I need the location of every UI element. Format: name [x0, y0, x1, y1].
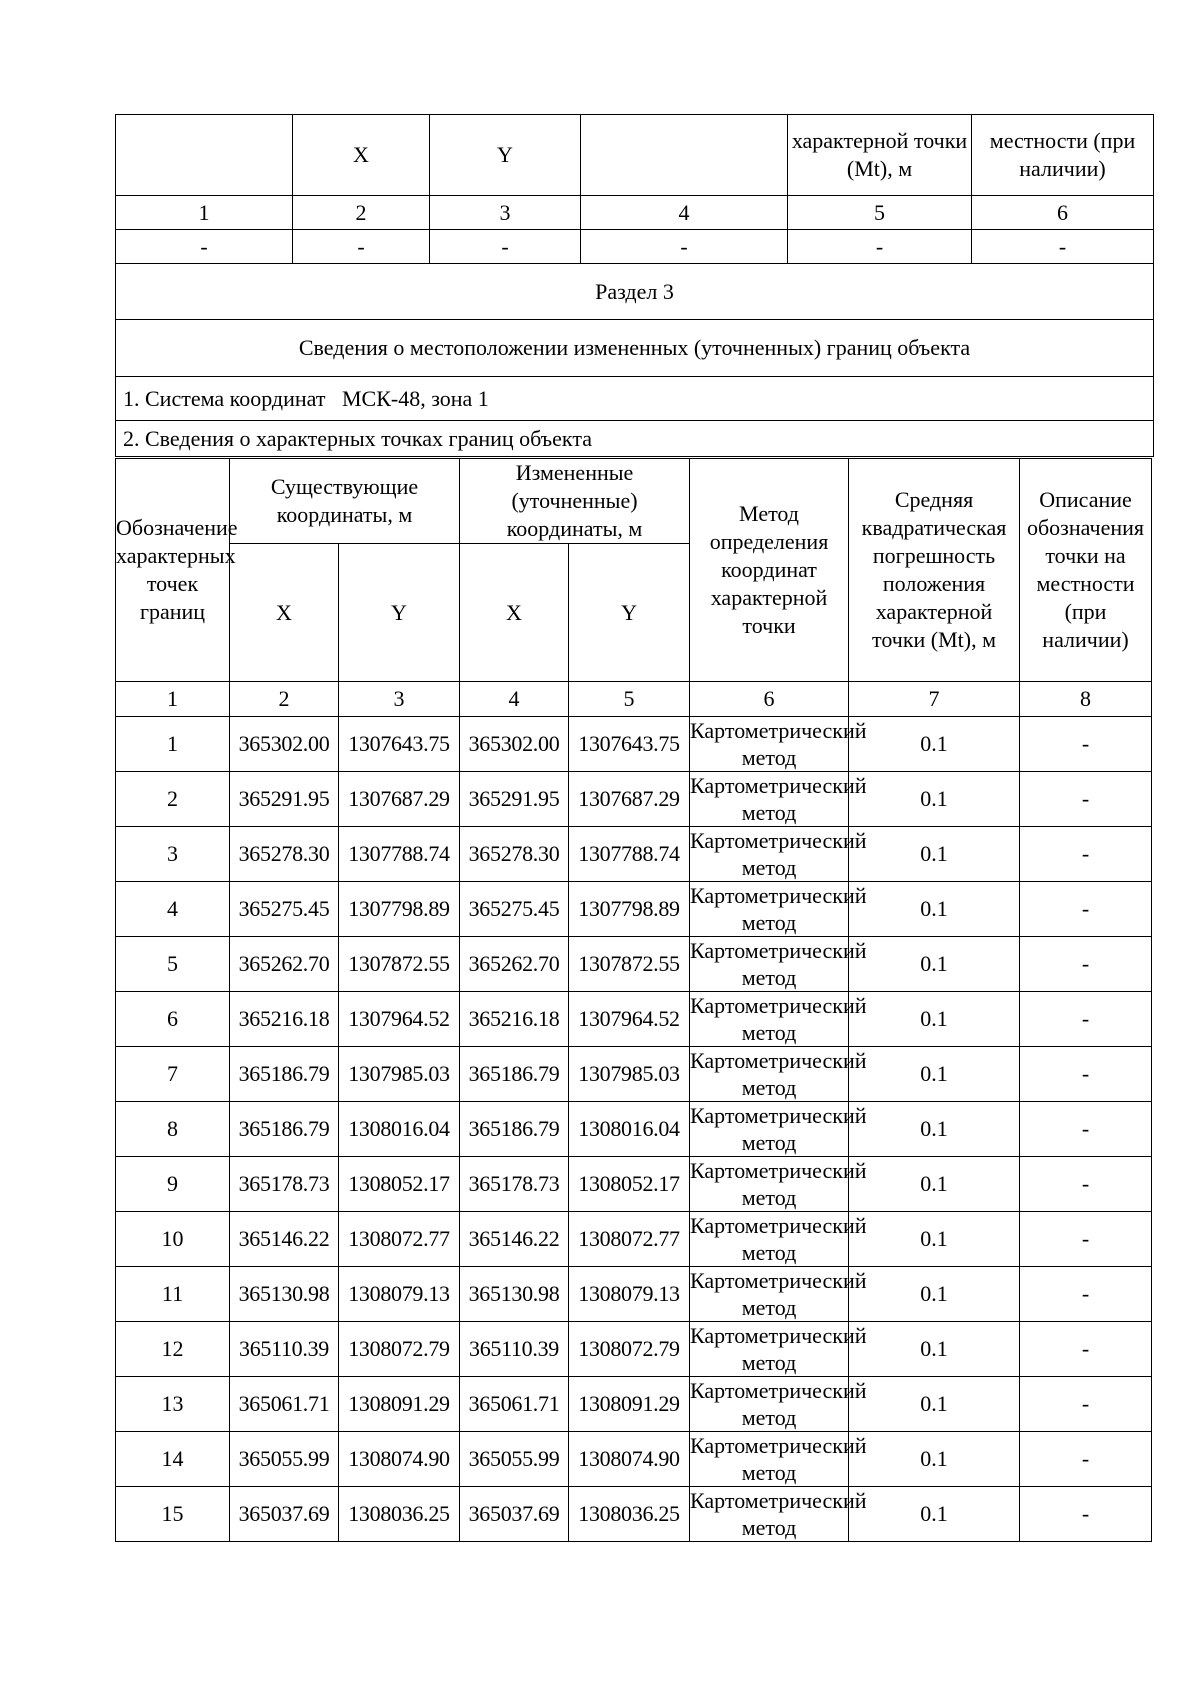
method-cell: Картометрический метод — [690, 883, 867, 935]
table-row — [116, 1487, 1152, 1542]
point-number-cell: 9 — [116, 1157, 230, 1212]
existing-y-cell: 1308072.77 — [339, 1212, 460, 1267]
changed-x-cell: 365061.71 — [460, 1377, 569, 1432]
description-cell: - — [1020, 882, 1152, 937]
description-cell: - — [1020, 1102, 1152, 1157]
changed-x-cell: 365186.79 — [460, 1102, 569, 1157]
changed-x-cell: 365216.18 — [460, 992, 569, 1047]
changed-y-cell: 1307643.75 — [569, 717, 690, 772]
description-cell: - — [1020, 992, 1152, 1047]
changed-x-cell: 365186.79 — [460, 1047, 569, 1102]
table-row — [116, 1047, 1152, 1102]
table-row — [116, 1322, 1152, 1377]
top-empty-row — [116, 230, 1154, 264]
changed-x-cell: 365275.45 — [460, 882, 569, 937]
changed-x-cell: 365178.73 — [460, 1157, 569, 1212]
changed-y-cell: 1308072.77 — [569, 1212, 690, 1267]
empty-cell: - — [293, 230, 430, 264]
header-fragment-cell — [116, 115, 293, 196]
mean-error-cell: 0.1 — [849, 772, 1020, 827]
boundary-points-table — [115, 458, 1152, 1542]
empty-cell: - — [430, 230, 581, 264]
existing-x-cell: 365146.22 — [230, 1212, 339, 1267]
existing-y-cell: 1308074.90 — [339, 1432, 460, 1487]
existing-x-cell: 365278.30 — [230, 827, 339, 882]
top-col-numbers-row — [116, 196, 1154, 230]
description-cell: - — [1020, 1432, 1152, 1487]
description-cell: - — [1020, 1047, 1152, 1102]
changed-x-cell: 365278.30 — [460, 827, 569, 882]
method-cell: Картометрический метод — [690, 718, 867, 770]
mean-error-cell: 0.1 — [849, 992, 1020, 1047]
header-fragment-cell — [581, 115, 788, 196]
existing-x-cell: 365110.39 — [230, 1322, 339, 1377]
table-row — [116, 1377, 1152, 1432]
changed-y-cell: 1308036.25 — [569, 1487, 690, 1542]
method-cell: Картометрический метод — [690, 1488, 867, 1540]
table-row — [116, 1212, 1152, 1267]
changed-y-cell: 1307985.03 — [569, 1047, 690, 1102]
col-number-cell: 1 — [116, 196, 293, 230]
changed-y-cell: 1308072.79 — [569, 1322, 690, 1377]
point-number-cell: 10 — [116, 1212, 230, 1267]
table-row — [116, 772, 1152, 827]
col-number-cell: 6 — [690, 682, 849, 717]
changed-y-cell: 1307964.52 — [569, 992, 690, 1047]
point-number-cell: 14 — [116, 1432, 230, 1487]
changed-x-cell: 365302.00 — [460, 717, 569, 772]
point-number-cell: 3 — [116, 827, 230, 882]
changed-x-cell: 365130.98 — [460, 1267, 569, 1322]
changed-y-cell: 1308074.90 — [569, 1432, 690, 1487]
existing-x-cell: 365186.79 — [230, 1102, 339, 1157]
description-cell: - — [1020, 1267, 1152, 1322]
existing-x-cell: 365186.79 — [230, 1047, 339, 1102]
existing-y-cell: 1307687.29 — [339, 772, 460, 827]
header-fragment-cell: местности (при наличии) — [972, 115, 1154, 196]
header-fragment-cell: Y — [430, 115, 581, 196]
point-number-cell: 8 — [116, 1102, 230, 1157]
mean-error-cell: 0.1 — [849, 717, 1020, 772]
existing-x-cell: 365130.98 — [230, 1267, 339, 1322]
changed-x-cell: 365110.39 — [460, 1322, 569, 1377]
header-description: Описание обозначения точки на местности (при наличии) — [1020, 459, 1152, 682]
table-row — [116, 882, 1152, 937]
col-number-cell: 1 — [116, 682, 230, 717]
header-changed-y: Y — [569, 544, 690, 682]
existing-x-cell: 365037.69 — [230, 1487, 339, 1542]
changed-x-cell: 365037.69 — [460, 1487, 569, 1542]
description-cell: - — [1020, 827, 1152, 882]
method-cell: Картометрический метод — [690, 1048, 867, 1100]
changed-y-cell: 1308079.13 — [569, 1267, 690, 1322]
description-cell: - — [1020, 937, 1152, 992]
mean-error-cell: 0.1 — [849, 1267, 1020, 1322]
method-cell: Картометрический метод — [690, 1213, 867, 1265]
existing-x-cell: 365055.99 — [230, 1432, 339, 1487]
changed-x-cell: 365055.99 — [460, 1432, 569, 1487]
header-existing-y: Y — [339, 544, 460, 682]
data-rows — [116, 717, 1152, 1542]
point-number-cell: 12 — [116, 1322, 230, 1377]
point-number-cell: 1 — [116, 717, 230, 772]
empty-cell: - — [972, 230, 1154, 264]
point-number-cell: 13 — [116, 1377, 230, 1432]
mean-error-cell: 0.1 — [849, 1157, 1020, 1212]
mean-error-cell: 0.1 — [849, 1212, 1020, 1267]
mean-error-cell: 0.1 — [849, 827, 1020, 882]
changed-y-cell: 1307788.74 — [569, 827, 690, 882]
empty-cell: - — [581, 230, 788, 264]
changed-x-cell: 365146.22 — [460, 1212, 569, 1267]
existing-x-cell: 365262.70 — [230, 937, 339, 992]
changed-x-cell: 365291.95 — [460, 772, 569, 827]
point-number-cell: 2 — [116, 772, 230, 827]
existing-x-cell: 365216.18 — [230, 992, 339, 1047]
changed-y-cell: 1307872.55 — [569, 937, 690, 992]
existing-y-cell: 1308016.04 — [339, 1102, 460, 1157]
mean-error-cell: 0.1 — [849, 1377, 1020, 1432]
method-cell: Картометрический метод — [690, 1158, 867, 1210]
description-cell: - — [1020, 1212, 1152, 1267]
changed-y-cell: 1307798.89 — [569, 882, 690, 937]
method-cell: Картометрический метод — [690, 1268, 867, 1320]
top-table — [115, 114, 1154, 457]
existing-x-cell: 365061.71 — [230, 1377, 339, 1432]
existing-x-cell: 365178.73 — [230, 1157, 339, 1212]
changed-y-cell: 1308052.17 — [569, 1157, 690, 1212]
header-method: Метод определения координат характерной точки — [690, 459, 849, 682]
description-cell: - — [1020, 1377, 1152, 1432]
method-cell: Картометрический метод — [690, 938, 867, 990]
col-number-cell: 3 — [430, 196, 581, 230]
header-changed-x: X — [460, 544, 569, 682]
description-cell: - — [1020, 1487, 1152, 1542]
description-cell: - — [1020, 1322, 1152, 1377]
method-cell: Картометрический метод — [690, 993, 867, 1045]
col-number-cell: 5 — [569, 682, 690, 717]
point-number-cell: 6 — [116, 992, 230, 1047]
table-row — [116, 827, 1152, 882]
header-existing-coords: Существующие координаты, м — [230, 459, 460, 544]
header-existing-x: X — [230, 544, 339, 682]
description-cell: - — [1020, 1157, 1152, 1212]
coord-system-label: 1. Система координат — [123, 385, 326, 411]
points-heading: 2. Сведения о характерных точках границ объекта — [116, 421, 1154, 457]
col-number-cell: 2 — [293, 196, 430, 230]
point-number-cell: 15 — [116, 1487, 230, 1542]
existing-y-cell: 1307798.89 — [339, 882, 460, 937]
top-header-fragment-row — [116, 115, 1154, 196]
table-row — [116, 1432, 1152, 1487]
col-number-cell: 4 — [460, 682, 569, 717]
mean-error-cell: 0.1 — [849, 882, 1020, 937]
header-point-designation: Обозначение характерных точек границ — [116, 459, 230, 682]
existing-x-cell: 365275.45 — [230, 882, 339, 937]
existing-y-cell: 1308036.25 — [339, 1487, 460, 1542]
main-col-numbers-row — [116, 682, 1152, 717]
existing-y-cell: 1307872.55 — [339, 937, 460, 992]
method-cell: Картометрический метод — [690, 1323, 867, 1375]
description-cell: - — [1020, 717, 1152, 772]
mean-error-cell: 0.1 — [849, 1102, 1020, 1157]
section-label: Раздел 3 — [116, 264, 1154, 320]
col-number-cell: 3 — [339, 682, 460, 717]
method-cell: Картометрический метод — [690, 1433, 867, 1485]
existing-y-cell: 1308072.79 — [339, 1322, 460, 1377]
changed-y-cell: 1308091.29 — [569, 1377, 690, 1432]
table-row — [116, 992, 1152, 1047]
existing-y-cell: 1307788.74 — [339, 827, 460, 882]
col-number-cell: 2 — [230, 682, 339, 717]
col-number-cell: 5 — [788, 196, 972, 230]
method-cell: Картометрический метод — [690, 1103, 867, 1155]
empty-cell: - — [116, 230, 293, 264]
col-number-cell: 6 — [972, 196, 1154, 230]
mean-error-cell: 0.1 — [849, 937, 1020, 992]
col-number-cell: 8 — [1020, 682, 1152, 717]
header-mean-error: Средняя квадратическая погрешность положения характерной точки (Mt), м — [849, 459, 1020, 682]
existing-x-cell: 365291.95 — [230, 772, 339, 827]
mean-error-cell: 0.1 — [849, 1047, 1020, 1102]
method-cell: Картометрический метод — [690, 828, 867, 880]
header-changed-coords: Измененные (уточненные) координаты, м — [460, 459, 690, 544]
col-number-cell: 4 — [581, 196, 788, 230]
existing-y-cell: 1308052.17 — [339, 1157, 460, 1212]
existing-y-cell: 1308091.29 — [339, 1377, 460, 1432]
table-row — [116, 1102, 1152, 1157]
point-number-cell: 5 — [116, 937, 230, 992]
header-fragment-cell: X — [293, 115, 430, 196]
mean-error-cell: 0.1 — [849, 1432, 1020, 1487]
existing-x-cell: 365302.00 — [230, 717, 339, 772]
mean-error-cell: 0.1 — [849, 1322, 1020, 1377]
existing-y-cell: 1308079.13 — [339, 1267, 460, 1322]
header-fragment-cell: характерной точки (Mt), м — [788, 115, 972, 196]
point-number-cell: 11 — [116, 1267, 230, 1322]
coord-system-line — [116, 377, 1154, 421]
existing-y-cell: 1307985.03 — [339, 1047, 460, 1102]
changed-y-cell: 1307687.29 — [569, 772, 690, 827]
description-cell: - — [1020, 772, 1152, 827]
empty-cell: - — [788, 230, 972, 264]
changed-x-cell: 365262.70 — [460, 937, 569, 992]
coord-system-value: МСК-48, зона 1 — [341, 385, 489, 411]
existing-y-cell: 1307643.75 — [339, 717, 460, 772]
existing-y-cell: 1307964.52 — [339, 992, 460, 1047]
table-row — [116, 717, 1152, 772]
col-number-cell: 7 — [849, 682, 1020, 717]
method-cell: Картометрический метод — [690, 1378, 867, 1430]
table-row — [116, 937, 1152, 992]
method-cell: Картометрический метод — [690, 773, 867, 825]
section-title: Сведения о местоположении измененных (уточненных) границ объекта — [116, 320, 1154, 377]
table-row — [116, 1267, 1152, 1322]
changed-y-cell: 1308016.04 — [569, 1102, 690, 1157]
mean-error-cell: 0.1 — [849, 1487, 1020, 1542]
point-number-cell: 7 — [116, 1047, 230, 1102]
table-row — [116, 1157, 1152, 1212]
point-number-cell: 4 — [116, 882, 230, 937]
